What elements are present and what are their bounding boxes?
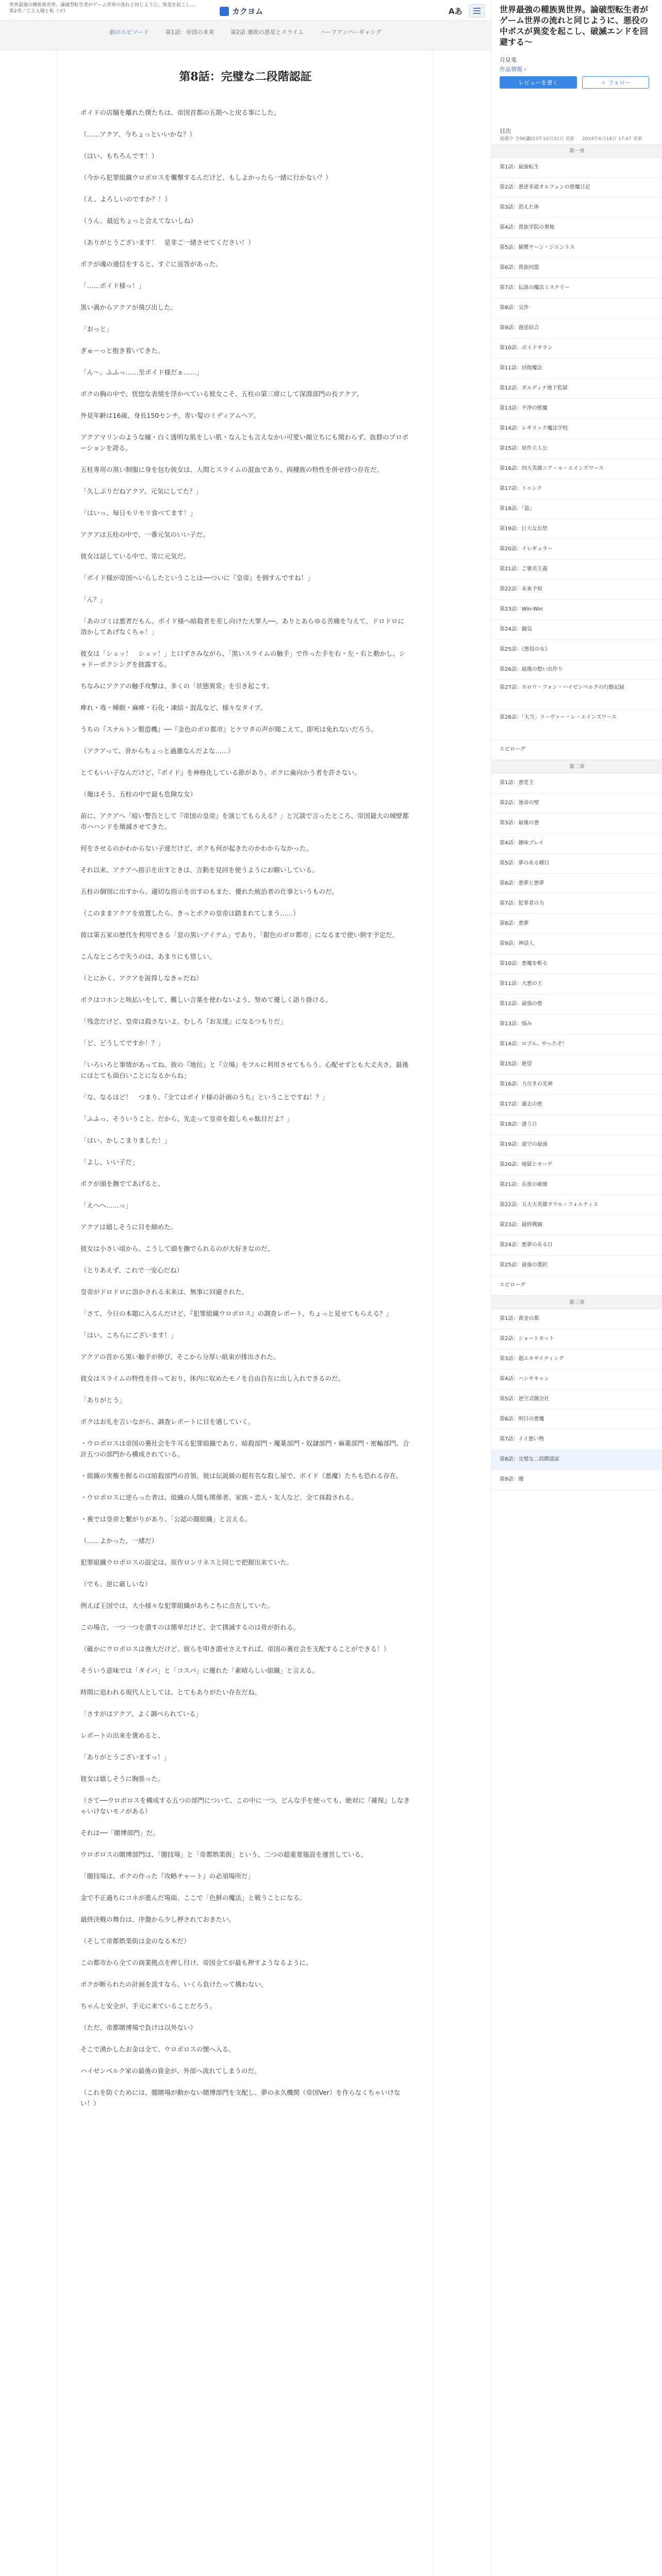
toc-item[interactable]: 第20話：地獄とモーゲ [491,1155,662,1175]
kakuyomu-logo-icon [220,7,229,16]
paragraph: 前に、アクアへ「暗い警告として『帝国の皇帝』を演じてもらえる？」と冗談で言ったところ、帝国最大の城壁都市ハハンドを壊滅させてきた。 [80,812,409,831]
paragraph: アクアの首から黒い触手が伸び、そこから分厚い紙束が排出された。 [80,1353,280,1361]
meta-last-updated: 2024年6月18日 17:47 更新 [582,137,642,142]
toc-item[interactable]: 第18話：違う日 [491,1115,662,1135]
toc-list [491,144,662,1490]
paragraph: 「闇技場は、ボクの作った『攻略チャート』の必須場所だ」 [80,1872,255,1880]
paragraph: ボクはお礼を言いながら、調査レポートに目を通していく。 [80,1418,255,1426]
toc-item[interactable]: 第8話：悪夢 [491,914,662,934]
episode-content [57,50,433,2576]
paragraph: 「残念だけど、皇帝は殺さないよ。むしろ『お友達』になるつもりだ」 [80,1018,287,1025]
paragraph: ボクが頭を撫でてあげると、 [80,1180,164,1188]
toc-item[interactable]: 第25話：《悪役の女》 [491,640,662,660]
toc-item[interactable]: 第17話：トゥンク [491,479,662,499]
toc-item[interactable]: 第16話：四大英雄ニア・ル・エインズワース [491,459,662,479]
toc-section-header[interactable]: 第三章 [491,1296,662,1309]
paragraph: ・裏では皇帝と繋がりがあり、「公認の闇組織」と言える。 [80,1515,252,1523]
toc-item[interactable]: 第17話：過去の悪 [491,1095,662,1115]
paragraph: 「ありがとうございますっ！」 [80,1753,171,1761]
paragraph: この都市から全ての商業拠点を押し付け、帝国全てが最も押すようなるように。 [80,1959,312,1967]
paragraph: （そして帝都娯楽街は金のなる木だ） [80,1937,190,1945]
paragraph: （ただ、帝都賭博場で負けは以外ない） [80,2024,197,2031]
paragraph: 彼女は嬉しそうに胸張った。 [80,1775,164,1783]
toc-item[interactable]: 第8話：交渉 [491,298,662,318]
paragraph: 黒い渦からアクアが飛び出した。 [80,303,177,311]
toc-item[interactable]: 第22話：未来予知 [491,580,662,600]
paragraph: 「はい、かしこまりました！」 [80,1137,171,1144]
site-name: カクヨム [232,7,263,16]
paragraph: （これを防ぐためには、闇賭場が動かない賭博部門を支配し、夢の永久機関（帝国Ver）を作らなくちゃいけない！） [80,2089,401,2107]
plus-icon: ＋ [600,79,606,86]
toc-item[interactable]: 第12話：ガルディナ地下監獄 [491,379,662,399]
main-reader [0,21,491,2576]
toc-item-epilogue[interactable]: エピローグ [491,1276,662,1296]
toc-item[interactable]: 第14話：ロブル、やったぞ！ [491,1035,662,1055]
toc-item[interactable]: 第3話：超エキサイティング [491,1349,662,1369]
breadcrumb-2[interactable]: 第2話 連敗の惑星とスライム [230,29,304,36]
paragraph: 時間に追われる現代人としては、とてもありがたい存在だね。 [80,1688,261,1696]
paragraph: （さて──ウロボロスを構成する五つの部門について、この中に一つ、どんな手を使っても、絶対に『確保』しなきゃいけないモノがある） [80,1797,410,1815]
toc-item[interactable]: 第2話：運命の壁 [491,793,662,814]
prev-episode-link[interactable]: 前のエピソード [109,29,150,36]
toc-item[interactable]: 第10話：悪魔を斬る [491,954,662,974]
paragraph: （はい、もちろんです！） [80,152,158,160]
paragraph: （でも、逆に厳しいな） [80,1580,152,1588]
paragraph: 「よし、いい子だ」 [80,1158,139,1166]
paragraph: （うん。最近ちょっと会えてないしね） [80,217,197,225]
paragraph: 彼女は話している中で、常に元気だ。 [80,552,190,560]
paragraph: 五柱の個別に出すから、適切な指示を出すのもまた、優れた統治者の仕事というものだ。 [80,888,339,895]
paragraph: 「久しぶりだねアクア、元気にしてた？」 [80,487,203,495]
toc-item[interactable]: 第10話：ボイドサラン [491,338,662,359]
toc-item[interactable]: 第7話：イイ悪い物 [491,1430,662,1450]
toc-item[interactable]: 第27話：ホロウ・フォン・ハイゼンベルクの行動記録 [491,680,662,710]
toc-item[interactable]: 第25話：最強の選択 [491,1256,662,1276]
paragraph: そういう意味では「タイパ」と「コスパ」に優れた「素晴らしい組織」と言える。 [80,1667,319,1674]
toc-item[interactable]: 第16話：力尽きの光神 [491,1075,662,1095]
paragraph: ちゃんと安全が、手元に来ていることだろう。 [80,2002,216,2010]
sidebar-work-title[interactable]: 世界最強の種族異世界。論破型転生者がゲーム世界の流れと同じように、悪役の中ボスが異変を起こし、破滅エンドを回避する〜 [500,5,649,47]
paragraph: アクアは嬉しそうに目を細めた。 [80,1223,177,1231]
paragraph: （ありがとうございます！ 是非ご一緒させてください！） [80,239,255,246]
toc-label: 目次 [500,128,511,134]
paragraph: 「ん〜。ふふっ……至ボイド様だぁ……」 [80,368,203,376]
paragraph: 「はいっ、毎日モリモリ食べてます！」 [80,509,197,517]
work-title[interactable]: 世界最強の種族異世界。論破型転生者がゲーム世界の流れと同じように、異変を起こし… [9,3,195,8]
paragraph: アクアマリンのような瞳・白く透明な肌をしい肌・なんとも言えなかい可愛い顔立ちにも関わらず、抜群のプロポーションを誇る。 [80,433,409,452]
toc-item[interactable]: 第4話：趣味プレイ [491,834,662,854]
toc-item[interactable]: 第4話：ハンサキャン [491,1369,662,1389]
paragraph: 痺れ・毒・睡眠・麻痺・石化・凍結・混乱など、様々なタイプ。 [80,704,267,711]
paragraph: ・組織の実権を握るのは暗殺部門の首領。彼は伝説級の超有名な殺し屋で、ボイド（悪魔）たちも恐れる存在。 [80,1472,403,1480]
paragraph: 何をさせるのかわからない子達だけど、ボクも何が起きたのかわからなかった。 [80,844,313,852]
menu-button[interactable] [469,4,485,18]
paragraph: 「あのゴミは悪者だもん。ボイド様へ暗殺者を差し向けた大罪人──。ありとあらゆる苦痛を与えて、ドロドロに溶かしてあげなくちゃ！」 [80,617,405,636]
paragraph: （確かにウロボロスは強大だけど、彼らを叩き潰せさえすれば、帝国の裏社会を支配することができる！） [80,1645,390,1653]
toc-item-epilogue[interactable]: エピローグ [491,740,662,760]
toc-item[interactable]: 第14話：レギリック魔法学校 [491,419,662,439]
paragraph: ボクが断られたの計画を流すなら、いくら負けたって構わない。 [80,1980,268,1988]
paragraph: そこで湧かしたお金は全て、ウロボロスの懐へ入る。 [80,2045,235,2053]
episode-body [80,107,410,2120]
paragraph: 皇帝がドロドロに溶かされる未来は、無事に回避された。 [80,1288,249,1296]
paragraph: 「さすがはアクア、よく調べられている」 [80,1710,203,1718]
review-button[interactable]: レビューを書く [500,76,577,89]
paragraph: 彼女はスライムの特性を持っており、体内に収めたモノを自由自在に出し入れできるのだ。 [80,1375,345,1382]
paragraph: 彼は第五家の歴代を利用できる「窓の黒いアイテム」であり、「銀色のボロ都市」になるまで使い倒す予定だ。 [80,931,399,939]
paragraph: 「ど、どうしてですか！？」 [80,1039,164,1047]
toc-item[interactable]: 第15話：原作主人公 [491,439,662,459]
site-logo[interactable] [220,6,263,16]
toc-item[interactable]: 第3話：最後の悪 [491,814,662,834]
toc-item[interactable]: 第13話：悩み [491,1014,662,1035]
menu-icon-line [473,10,481,11]
paragraph: 「えへへ……っ」 [80,1201,132,1209]
toc-section-header[interactable]: 第二章 [491,760,662,773]
toc-item[interactable]: 第21話：長夜の破壊 [491,1175,662,1195]
paragraph: 「ふふっ、そういうこと。だから、先走って皇帝を殺しちゃ駄目だよ？」 [80,1115,293,1123]
paragraph: 犯罪組織ウロボロスの設定は、原作ロンリネスと同じで把握出来ていた。 [80,1558,293,1566]
episode-title: 第8話：完璧な二段階認証 [179,70,312,83]
paragraph: 外見年齢は16歳、身長150センチ、青い髪のミディアムヘア。 [80,412,260,419]
paragraph: それ以来、アクアへ指示を出すときは、言動を見回を使うようにお願いしている。 [80,866,319,874]
paragraph: ボクの胸の中で、恍惚な表情を浮かべている彼女こそ、五柱の第三席にして深淵部門の長アクア。 [80,390,363,398]
paragraph: ボクが魂の通信をすると、すぐに返答があった。 [80,260,222,268]
toc-item[interactable]: 第5話：捕獲ヤーン・ジエントス [491,238,662,258]
toc-item[interactable]: 第24話：悪夢のある日 [491,1235,662,1256]
toc-item[interactable]: 第5話：逆空式闇会社 [491,1389,662,1410]
text-size-button[interactable]: Aあ [449,7,462,16]
toc-item[interactable]: 第23話：最終戦闘 [491,1215,662,1235]
toc-item[interactable]: 第23話：Win-Win [491,600,662,620]
toc-item[interactable]: 第13話：不浄の獣魔 [491,399,662,419]
paragraph: 彼女は「シュッ！ シュッ！」と口ずさみながら、「黒いスライムの触手」で作った手を右・左・右と動かし、シャドーボクシングを披露する。 [80,650,406,668]
toc-item[interactable]: 第7話：伝説の魔法ミステリー [491,278,662,298]
work-info-link[interactable]: 作品情報 › [500,66,526,73]
paragraph: ハイゼンベルク家の最後の資金が、外部へ流れてしまうのだ。 [80,2067,261,2075]
toc-item[interactable]: 第2話：悪逆非道オルフェンの悪魔日記 [491,178,662,198]
toc-item[interactable]: 第9話：遅延結合 [491,318,662,338]
paragraph: 五柱専用の黒い制服に身を包む彼女は、人間とスライムの混血であり、両種族の特性を併せ持つ存在だ。 [80,466,384,473]
toc-item[interactable]: 第2話：ショートカット [491,1329,662,1349]
menu-icon-line [473,13,481,14]
paragraph: ウロボロスの賭博部門は、「闇技場」と「帝都娯楽街」という、二つの超重要施設を運営している。 [80,1851,368,1858]
follow-label: フォロー [608,79,631,86]
paragraph: ・ウロボロスに逆らった者は、組織の人間も関係者、家族・恋人・友人など、全て抹殺される。 [80,1494,358,1501]
paragraph: 「ん？」 [80,596,107,603]
toc-item[interactable]: 第12話：最強の悪 [491,994,662,1014]
toc-item[interactable]: 第1話：悪党主 [491,773,662,793]
sidebar [491,0,662,2576]
paragraph: ボクはコホンと咳払いをして、難しい言葉を使わないよう、努めて優しく語り掛ける。 [80,996,332,1004]
meta-status: 連載中 全90話 [500,137,531,142]
paragraph: 金で不正過ちにコネが進んだ場面、ここで「色鮮の魔法」と戦うことになる。 [80,1894,306,1902]
paragraph: （……よかった、一緒だ） [80,1537,158,1545]
paragraph: 「はい、こちらにございます！」 [80,1331,177,1339]
toc-item[interactable]: 第24話：闘気 [491,620,662,640]
toc-item[interactable]: 第15話：絶望 [491,1055,662,1075]
paragraph: それは──「賭博部門」だ。 [80,1829,159,1837]
paragraph: （……アクア、今ちょっといいかな？） [80,130,196,138]
paragraph: とてもいい子なんだけど、『ボイド』を神格化している節があり、ボクに歯向かう者を許さない。 [80,769,361,776]
toc-item[interactable]: 第21話：ご褒美主義 [491,560,662,580]
paragraph: （え、よろしいのですか？！） [80,195,171,203]
toc-item[interactable]: 第26話：最後の想い出作り [491,660,662,680]
paragraph: アクアは五柱の中で、一番元気のいい子だ。 [80,531,209,538]
follow-button[interactable] [582,76,649,89]
paragraph: 例えば王国では、大小様々な犯罪組織があちこちに点在していた。 [80,1602,274,1609]
toc-item[interactable]: 第8話：完璧な二段階認証 [491,1450,662,1470]
toc-item[interactable]: 第5話：夢のある種目 [491,854,662,874]
work-title-block[interactable] [9,2,195,14]
paragraph: （とにかく、アクアを説得しなきゃだね） [80,974,203,982]
toc-item[interactable]: 第19話：虚空の最強 [491,1135,662,1155]
paragraph: 「……ボイド様っ！」 [80,282,145,290]
paragraph: ぎゅーっと抱き着いてきた。 [80,347,164,354]
toc-item[interactable]: 第9話：神話人 [491,934,662,954]
paragraph: 「ボイド様が帝国へいらしたということは──ついに『皇帝』を倒すんですね！」 [80,574,314,582]
paragraph: （俺はそう、五柱の中で最も危険な女） [80,790,197,798]
work-subtitle: 第2章／ご主人様と私（ヨ） [9,9,68,14]
menu-icon-line [473,8,481,9]
toc-item[interactable]: 第6話：悪夢と悪夢 [491,874,662,894]
toc-item[interactable]: 第7話：犯罪者の力 [491,894,662,914]
paragraph: （アクアって、昔からちょっと過激なんだよな……） [80,747,235,755]
episode-nav [0,21,491,50]
toc-section-header[interactable]: 第一章 [491,144,662,158]
toc-item[interactable]: 第20話：イレギュラー [491,539,662,560]
paragraph: レポートの出来を褒めると、 [80,1732,164,1739]
paragraph: 最終決戦の舞台は、序盤から少し押されておきたい。 [80,1916,236,1923]
paragraph: ・ウロボロスは帝国の裏社会を牛耳る犯罪組織であり、暗殺部門・魔薬部門・奴隷部門・麻薬部門・密輸部門、合計五つの部門から構成されている。 [80,1439,409,1458]
toc-item[interactable]: 第4話：貴族学院の奥地 [491,218,662,238]
toc-item[interactable]: 第22話：五大天英雄ラウル・フォルティス [491,1195,662,1215]
toc-item[interactable]: 第3話：消えた体 [491,198,662,218]
toc-item[interactable]: 第6話：明日の悪魔 [491,1410,662,1430]
toc-item[interactable]: 第18話：「盗」 [491,499,662,519]
paragraph: こんなところで失うのは、あまりにも惜しい。 [80,953,216,960]
toc-item[interactable]: 第11話：回復魔法 [491,359,662,379]
paragraph: （とりあえず、これで一安心だね） [80,1266,184,1274]
paragraph: 「いろいろと事情があってね。彼の『地位』と『立場』をフルに利用させてもらう。心配せずとも大丈夫さ。最後にはとても面白いことになるからね」 [80,1061,409,1079]
breadcrumb-1[interactable]: 第1話：帝国の未来 [165,29,214,36]
author-name[interactable]: 月見兎 [500,57,517,63]
toc-item[interactable]: 第28話：「大当」リーヴァー・レ・エインズワース [491,710,662,740]
breadcrumb-3[interactable]: ハーフアンバーギャング [320,29,382,36]
toc-item[interactable]: 第11話：大悪の王 [491,974,662,994]
paragraph: この場合、一つ一つを潰すのは簡単だけど、全て撲滅するのは骨が折れる。 [80,1623,300,1631]
toc-item[interactable]: 第6話：貴族同盟 [491,258,662,278]
paragraph: 彼女は小さい頃から、こうして頭を撫でられるのが大好きなのだ。 [80,1245,274,1252]
toc-item[interactable]: 第1話：最強転生 [491,158,662,178]
paragraph: 「さて、今日の本題に入るんだけど、『犯罪組織ウロボロス』の調査レポート、ちょっと見せてもらえる？」 [80,1310,392,1317]
toc-item[interactable]: 第19話：巨大なお祭 [491,519,662,539]
paragraph: 「おっと」 [80,325,113,333]
toc-item[interactable]: 第1話：黄金の都 [491,1309,662,1329]
paragraph: （今から犯罪組織ウロボロスを襲撃するんだけど、もしよかったら一緒に行かない？） [80,174,332,181]
paragraph: ボイドの店舗を離れた僕たちは、帝国首都の五階へと戻る事にした。 [80,109,280,116]
paragraph: （このままアクアを放置したら、きっとボクの皇帝は踏まれてしまう……） [80,909,300,917]
paragraph: ちなみにアクアの触手攻撃は、多くの「状態異常」を引き起こす。 [80,682,273,690]
paragraph: うちの『スナルトン製造機』──『金色のボロ都市』とケワタの声が聞こえて、即死は免れないだろう。 [80,725,378,733]
paragraph: 「な、なるほど！ つまり、『全てはボイド様の計画のうち』ということですね！？」 [80,1093,329,1101]
meta-updated: 2023年10月31日 更新 [526,137,575,142]
paragraph: 「ありがとう」 [80,1396,126,1404]
toc-item[interactable]: 第9話：闇 [491,1470,662,1490]
